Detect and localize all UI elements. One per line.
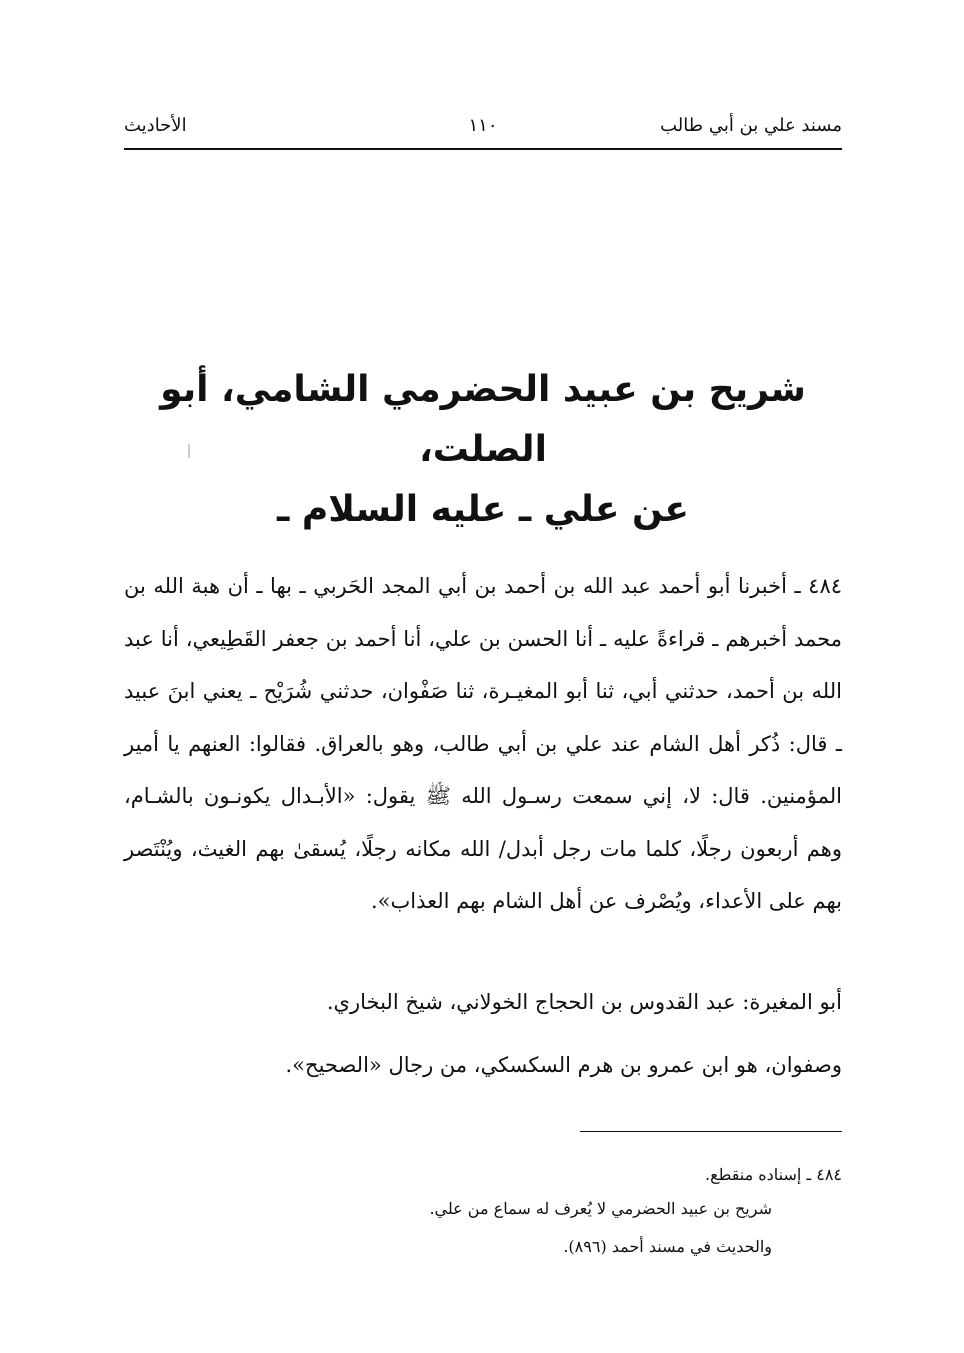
chapter-title [124,360,842,540]
page-number: ١١٠ [468,115,498,136]
margin-mark [188,444,190,458]
narrator-note-2: وصفوان، هو ابن عمرو بن هرم السكسكي، من رجال «الصحيح». [285,1053,842,1077]
footnote-1: ٤٨٤ ـ إسناده منقطع. [704,1165,842,1184]
chapter-title-line1: شريح بن عبيد الحضرمي الشامي، أبو الصلت، [160,369,806,470]
running-header [124,112,842,146]
narrator-note-1: أبو المغيرة: عبد القدوس بن الحجاج الخولاني، شيخ البخاري. [326,990,842,1014]
footnote-3: والحديث في مسند أحمد (٨٩٦). [563,1237,772,1256]
section-name: الأحاديث [124,115,187,136]
chapter-title-line2: عن علي ـ عليه السلام ـ [277,489,689,530]
book-title: مسند علي بن أبي طالب [660,115,842,136]
header-divider [124,148,842,150]
hadith-text: ٤٨٤ ـ أخبرنا أبو أحمد عبد الله بن أحمد بن أبي المجد الحَربي ـ بها ـ أن هبة الله بن محمد أخبرهم ـ قراءةً عليه ـ أنا الحسن بن علي، أنا أحمد بن جعفر القَطِيعي، أنا عبد الله بن أحمد، حدثني أبي، ثنا أبو المغيـرة، ثنا صَفْوان، حدثني شُرَيْح ـ يعني ابنَ عبيد ـ قال: ذُكر أهل الشام عند علي بن أبي طالب، وهو بالعراق. فقالوا: العنهم يا أمير المؤمنين. قال: لا، إني سمعت رسـول الله ﷺ يقول: «الأبـدال يكونـون بالشـام، وهم أربعون رجلًا، كلما مات رجل أبدل/ الله مكانه رجلًا، يُسقىٰ بهم الغيث، ويُنْتَصر بهم على الأعداء، ويُصْرف عن أهل الشام بهم العذاب». [124,574,843,913]
footnote-2: شريح بن عبيد الحضرمي لا يُعرف له سماع من علي. [429,1199,772,1218]
footnote-divider [580,1131,842,1132]
